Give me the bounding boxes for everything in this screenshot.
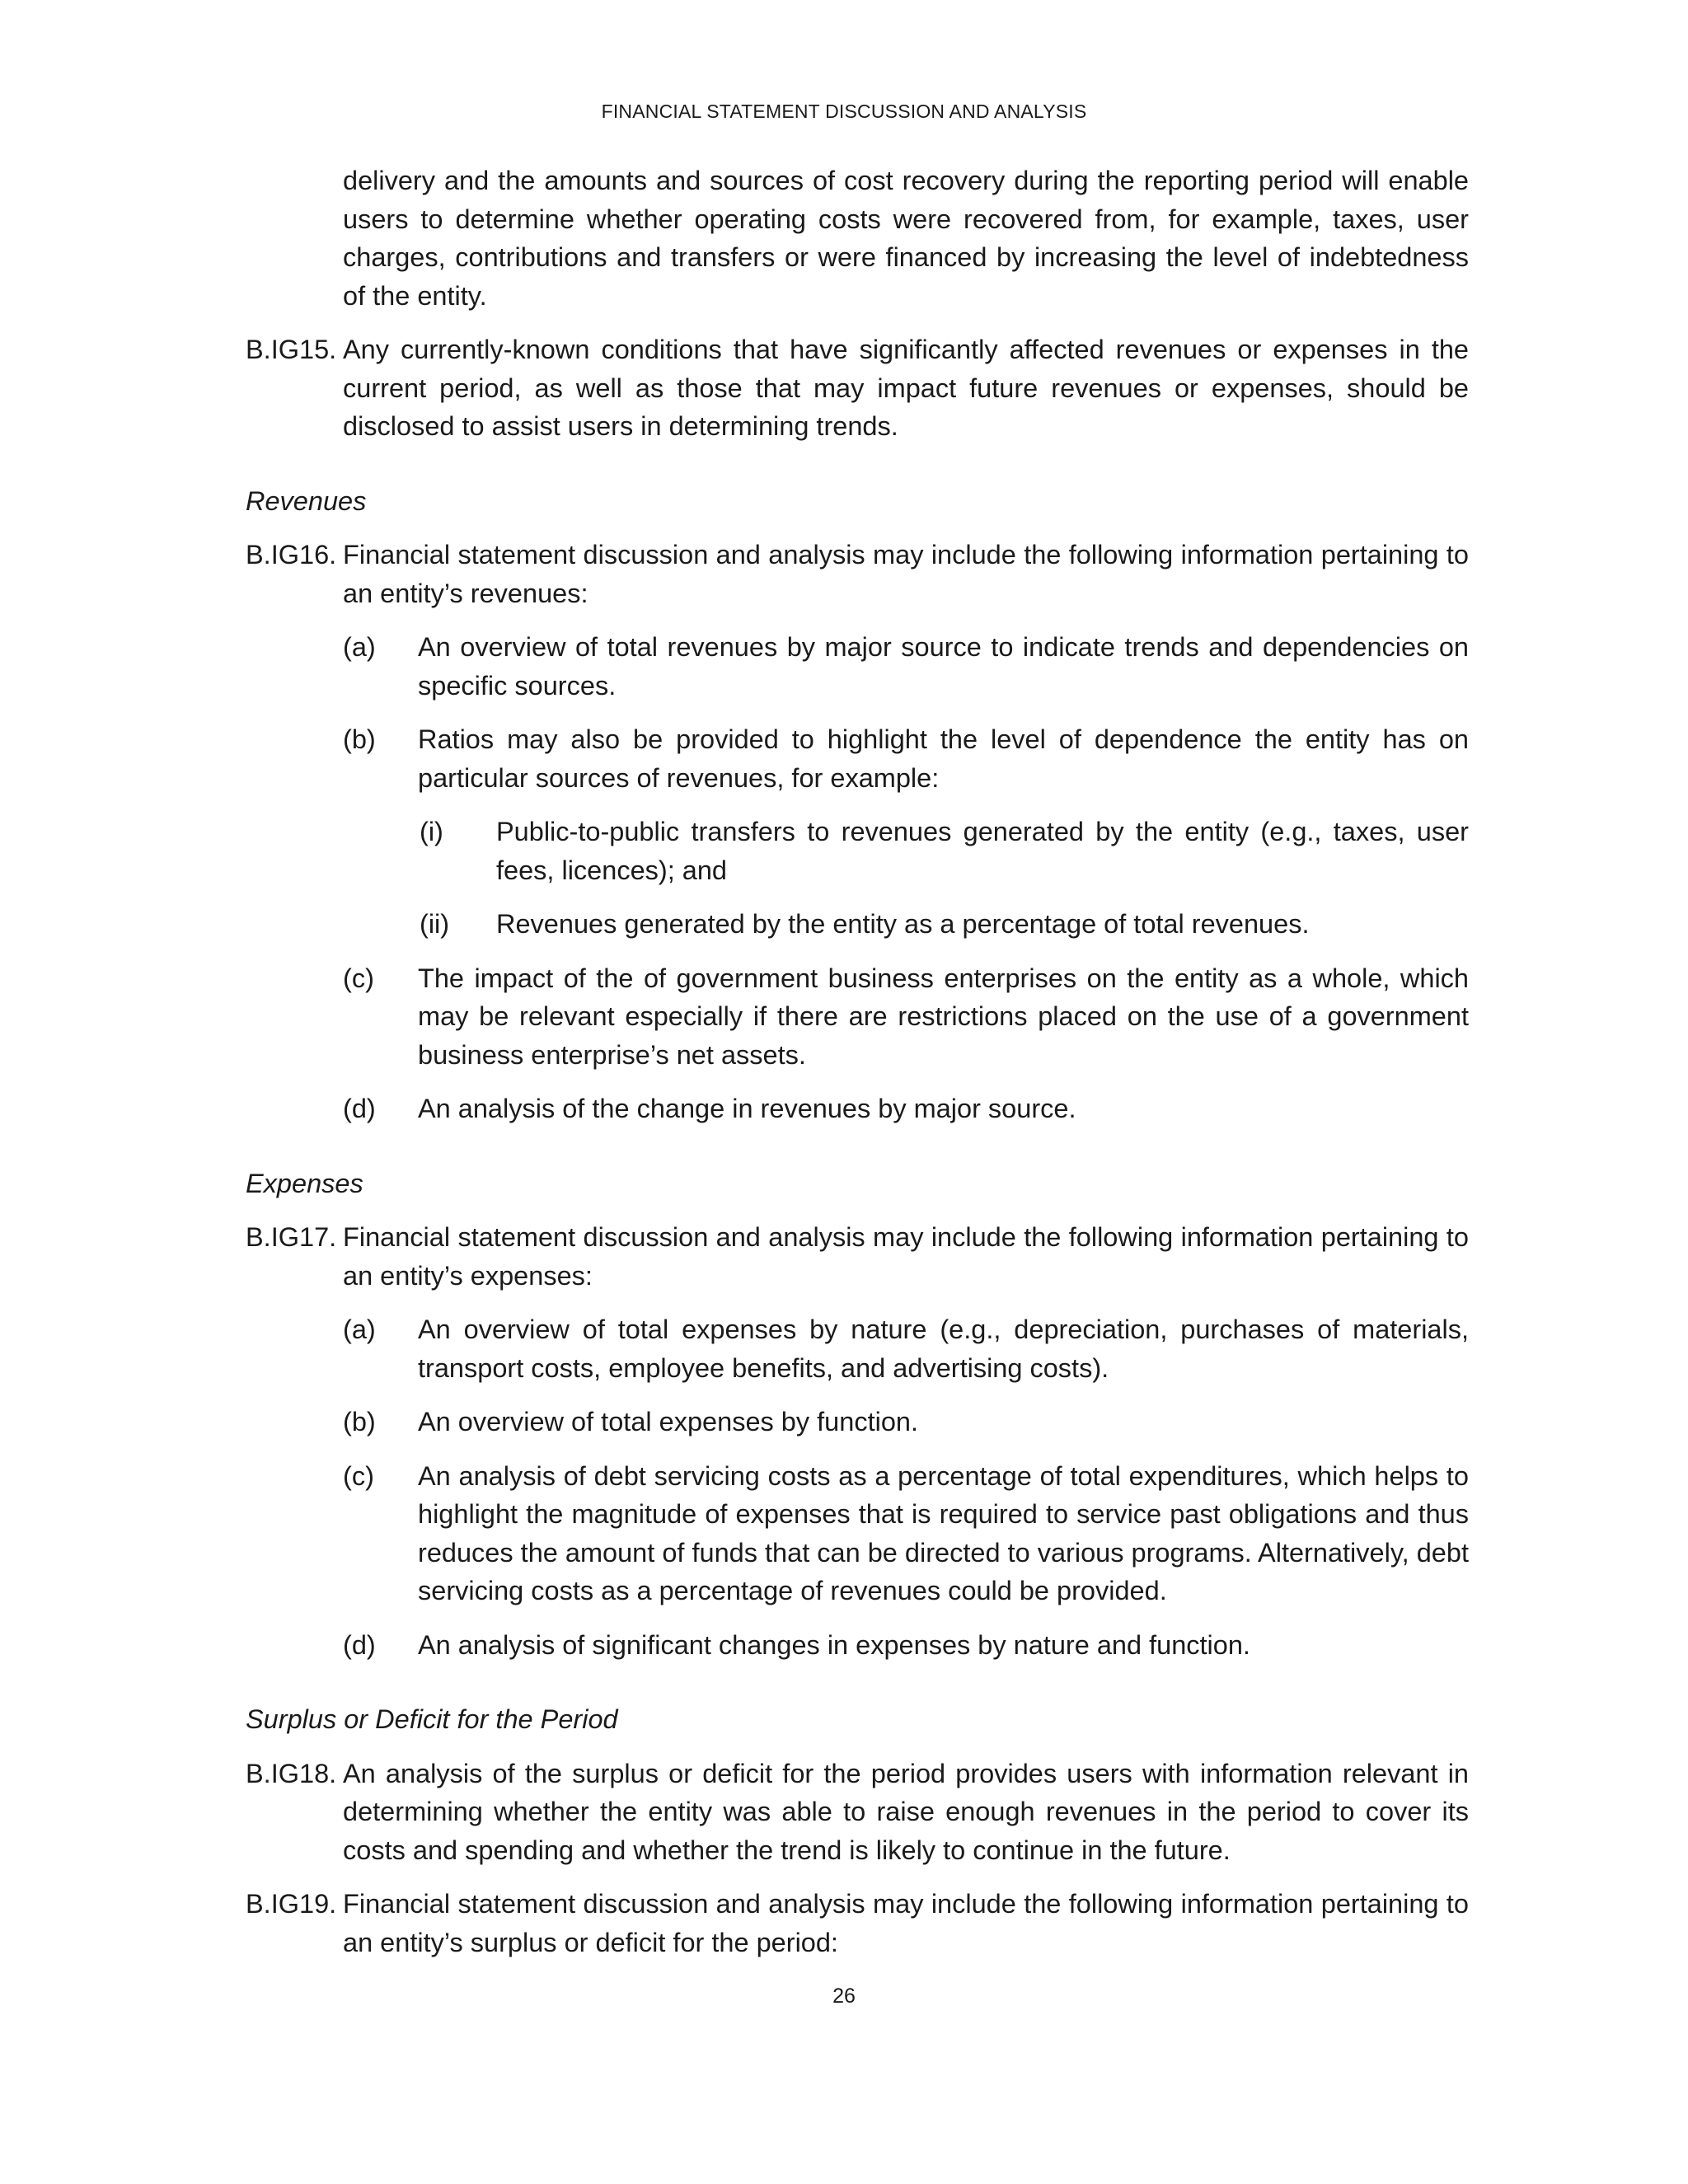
paragraph-b-ig19 — [246, 1885, 1469, 1961]
paragraph-continuation — [246, 162, 1469, 315]
list-item-label: (d) — [343, 1629, 376, 1660]
list-item-text: An analysis of significant changes in expenses by nature and function. — [418, 1629, 1250, 1660]
section-heading-surplus-or-deficit: Surplus or Deficit for the Period — [246, 1704, 618, 1734]
list-item-text: Ratios may also be provided to highlight the level of dependence the entity has on particular sources of revenues, for example: — [418, 724, 1469, 793]
paragraph-number: B.IG16. — [246, 540, 337, 569]
list-item-text: An analysis of the change in revenues by major source. — [418, 1094, 1076, 1123]
list-item-label: (c) — [343, 963, 374, 993]
sub-list-item — [246, 905, 1469, 944]
page-body — [246, 162, 1469, 1961]
sub-list-item-label: (ii) — [420, 909, 450, 939]
sub-list-item-label: (i) — [420, 817, 443, 846]
list-item-text: An overview of total expenses by nature (e.g., depreciation, purchases of materials, transport costs, employee benefits, and advertising costs). — [418, 1315, 1469, 1383]
list-item — [246, 1457, 1469, 1610]
page-number: 26 — [832, 1985, 856, 2008]
running-header: FINANCIAL STATEMENT DISCUSSION AND ANALYSIS — [601, 101, 1087, 122]
paragraph-text: Any currently-known conditions that have significantly affected revenues or expenses in the current period, as well as those that may impact future revenues or expenses, should be disclosed to assist users in determining trends. — [343, 335, 1469, 441]
sub-list-item-text: Revenues generated by the entity as a percentage of total revenues. — [496, 909, 1310, 939]
list-item — [246, 1626, 1469, 1665]
paragraph-number: B.IG15. — [246, 335, 337, 364]
paragraph-text: Financial statement discussion and analysis may include the following information pertaining to an entity’s revenues: — [343, 540, 1469, 608]
paragraph-b-ig18 — [246, 1755, 1469, 1870]
paragraph-text: delivery and the amounts and sources of cost recovery during the reporting period will enable users to determine whether operating costs were recovered from, for example, taxes, user charges, contributions and transfers or were financed by increasing the level of indebtedness of the entity. — [343, 166, 1469, 311]
list-item-text: An overview of total revenues by major source to indicate trends and dependencies on specific sources. — [418, 632, 1469, 701]
section-heading-expenses: Expenses — [246, 1168, 363, 1198]
list-item — [246, 720, 1469, 797]
list-item — [246, 1090, 1469, 1128]
list-item-label: (c) — [343, 1460, 374, 1491]
list-item — [246, 959, 1469, 1075]
section-heading-revenues: Revenues — [246, 485, 367, 516]
paragraph-number: B.IG18. — [246, 1758, 337, 1788]
list-item-label: (b) — [343, 724, 376, 754]
list-item-label: (a) — [343, 632, 376, 662]
list-item-text: An overview of total expenses by function. — [418, 1407, 919, 1436]
list-item — [246, 628, 1469, 705]
list-item-label: (d) — [343, 1094, 376, 1123]
paragraph-b-ig16 — [246, 536, 1469, 612]
paragraph-text: Financial statement discussion and analysis may include the following information pertaining to an entity’s surplus or deficit for the period: — [343, 1889, 1469, 1957]
sub-list-item-text: Public-to-public transfers to revenues generated by the entity (e.g., taxes, user fees, licences); and — [496, 817, 1469, 885]
list-item — [246, 1403, 1469, 1441]
paragraph-b-ig15 — [246, 330, 1469, 446]
list-item-label: (a) — [343, 1315, 376, 1344]
paragraph-text: Financial statement discussion and analysis may include the following information pertaining to an entity’s expenses: — [343, 1222, 1469, 1291]
paragraph-number: B.IG19. — [246, 1889, 337, 1919]
paragraph-b-ig17 — [246, 1218, 1469, 1295]
sub-list-item — [246, 813, 1469, 889]
list-item-text: An analysis of debt servicing costs as a percentage of total expenditures, which helps to highlight the magnitude of expenses that is required to service past obligations and thus reduces the amount of funds that can be directed to various programs. Alternatively, debt servicing costs as a percentage of revenues could be provided. — [418, 1460, 1469, 1605]
paragraph-text: An analysis of the surplus or deficit for the period provides users with information relevant in determining whether the entity was able to raise enough revenues in the period to cover its costs and spending and whether the trend is likely to continue in the future. — [343, 1758, 1469, 1865]
list-item-label: (b) — [343, 1407, 376, 1436]
list-item — [246, 1310, 1469, 1387]
paragraph-number: B.IG17. — [246, 1222, 337, 1252]
list-item-text: The impact of the of government business enterprises on the entity as a whole, which may be relevant especially if there are restrictions placed on the use of a government business enterprise’s net assets. — [418, 963, 1469, 1070]
